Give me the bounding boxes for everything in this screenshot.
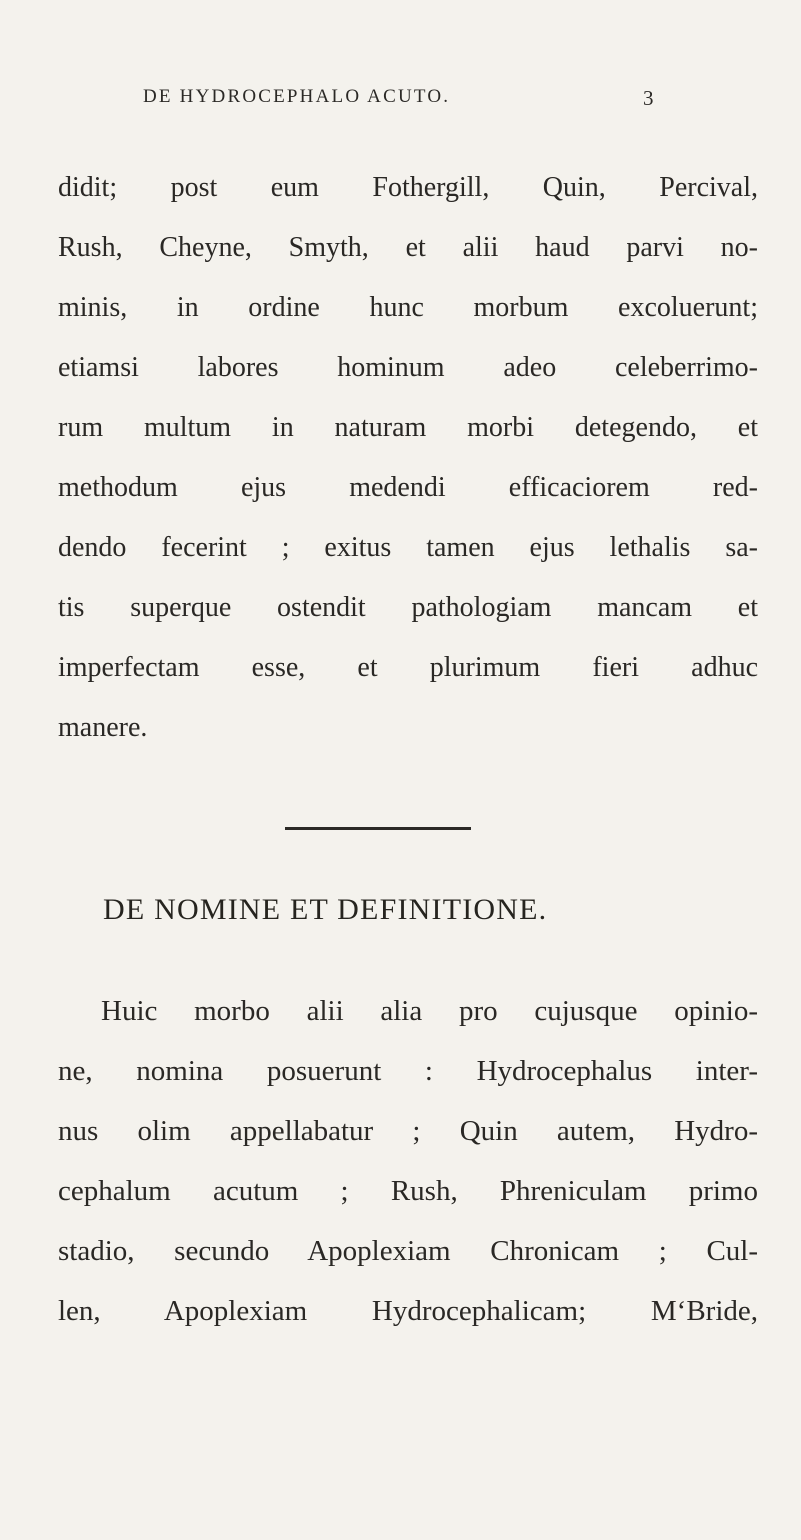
text-line: manere. — [58, 712, 148, 743]
running-title: DE HYDROCEPHALO ACUTO. — [143, 86, 451, 107]
text-line: Huic morbo alii alia pro cujusque opinio- — [101, 995, 758, 1027]
text-line: methodum ejus medendi efficaciorem red- — [58, 472, 758, 503]
text-line: rum multum in naturam morbi detegendo, et — [58, 412, 758, 443]
text-line: etiamsi labores hominum adeo celeberrimo- — [58, 352, 758, 383]
section-divider-rule — [285, 827, 471, 830]
text-line: stadio, secundo Apoplexiam Chronicam ; Cul- — [58, 1235, 758, 1267]
paragraph-2 — [58, 981, 758, 1341]
text-line: tis superque ostendit pathologiam mancam et — [58, 592, 758, 623]
text-line: len, Apoplexiam Hydrocephalicam; M‘Bride, — [58, 1295, 758, 1327]
text-line: ne, nomina posuerunt : Hydrocephalus inter- — [58, 1055, 758, 1087]
text-line: Rush, Cheyne, Smyth, et alii haud parvi no- — [58, 232, 758, 263]
text-line: cephalum acutum ; Rush, Phreniculam primo — [58, 1175, 758, 1207]
text-line: imperfectam esse, et plurimum fieri adhuc — [58, 652, 758, 683]
text-line: didit; post eum Fothergill, Quin, Percival, — [58, 172, 758, 203]
paragraph-1 — [58, 158, 758, 758]
text-line: nus olim appellabatur ; Quin autem, Hydro- — [58, 1115, 758, 1147]
running-head — [0, 86, 801, 116]
text-line: dendo fecerint ; exitus tamen ejus lethalis sa- — [58, 532, 758, 563]
section-heading: DE NOMINE ET DEFINITIONE. — [103, 893, 548, 926]
page-number: 3 — [643, 86, 654, 110]
text-line: minis, in ordine hunc morbum excoluerunt; — [58, 292, 758, 323]
